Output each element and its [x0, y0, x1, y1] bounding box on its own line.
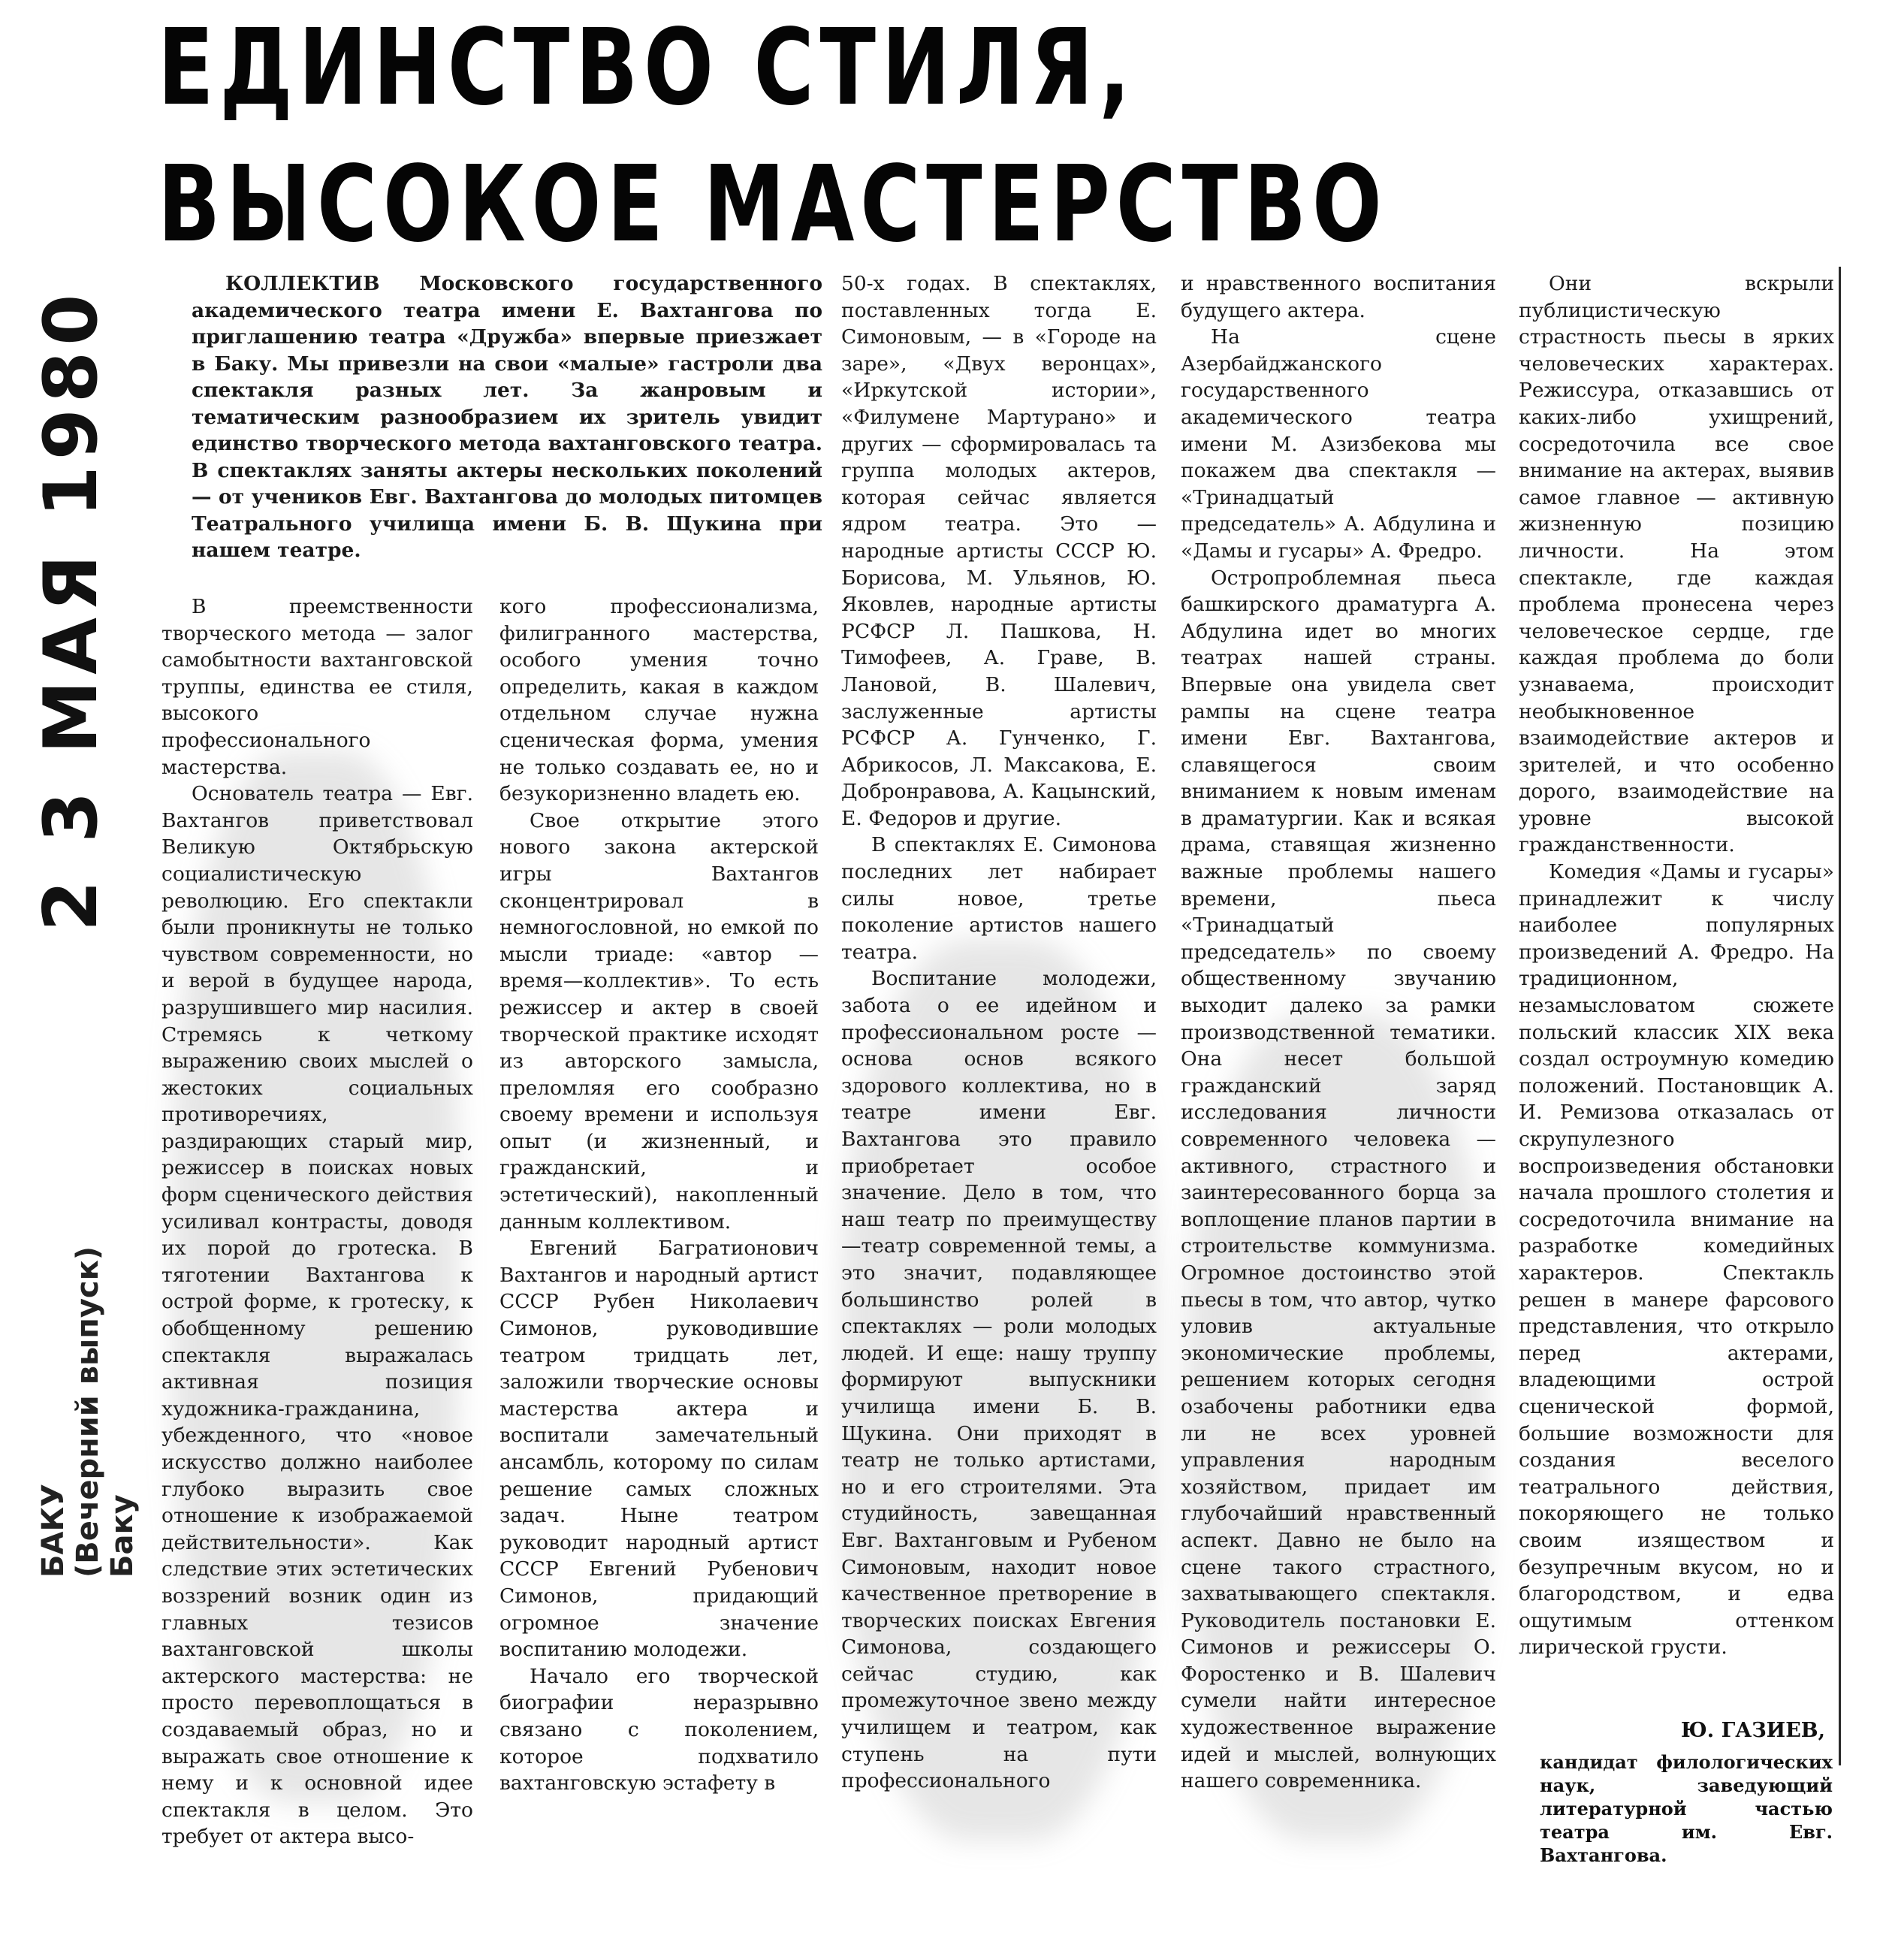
column-4 [1181, 270, 1496, 1916]
paragraph: Остропроблемная пьеса башкирского драматурга А. Абдулина идет во многих театрах нашей страны. Впервые она увидела свет рампы на сцене театра имени Евг. Вахтангова, славящегося своим вниманием к новым именам в драматургии. Как и всякая драма, ставящая жизненно важные проблемы нашего времени, пьеса «Тринадцатый председатель» по своему общественному звучанию выходит далеко за рамки производственной тематики. Она несет большой гражданский заряд исследования личности современного человека — активного, страстного и заинтересованного борца за воплощение планов партии в строительстве коммунизма. Огромное достоинство этой пьесы в том, что автор, чутко уловив актуальные экономические проблемы, решением которых сегодня озабочены работники едва ли не всех уровней управления народным хозяйством, придает им глубочайший нравственный аспект. Давно не было на сцене такого страстного, захватывающего спектакля. Руководитель постановки Е. Симонов и режиссеры О. Форостенко и В. Шалевич сумели найти интересное художественное выражение идей и мыслей, волнующих нашего современника. [1181, 566, 1496, 1793]
paragraph: Свое открытие этого нового закона актерской игры Вахтангов сконцентрировал в немногословной, но емкой по мысли триаде: «автор — время—коллектив». То есть режиссер и актер в своей творческой практике исходят из авторского замысла, преломляя его сообразно своему времени и используя опыт (и жизненный, и гражданский, и эстетический), накопленный данным коллективом. [499, 808, 819, 1234]
column-1 [161, 593, 473, 1916]
paragraph: Евгений Багратионович Вахтангов и народный артист СССР Рубен Николаевич Симонов, руководившие театром тридцать лет, заложили творческие основы мастерства актера и воспитали замечательный ансамбль, которому по силам решение самых сложных задач. Ныне театром руководит народный артист СССР Евгений Рубенович Симонов, придающий огромное значение воспитанию молодежи. [499, 1237, 819, 1662]
paragraph: В спектаклях Е. Симонова последних лет набирает силы новое, третье поколение артистов нашего театра. [841, 833, 1157, 964]
paragraph: В преемственности творческого метода — залог самобытности вахтанговской труппы, единства ее стиля, высокого профессионального мастерства. [161, 595, 473, 779]
paragraph: Начало его творческой биографии неразрывно связано с поколением, которое подхватило вахтанговскую эстафету в [499, 1664, 819, 1795]
paragraph: Они вскрыли публицистическую страстность пьесы в ярких человеческих характерах. Режиссура, отказавшись от каких-либо ухищрений, сосредоточила все свое внимание на актерах, выявив самое главное — активную жизненную позицию личности. На этом спектакле, где каждая проблема пронесена через человеческое сердце, где каждая проблема до боли узнаваема, происходит необыкновенное взаимодействие актеров и зрителей, и что особенно дорого, взаимодействие на уровне высокой гражданственности. [1519, 272, 1834, 857]
column-divider [1839, 267, 1841, 1765]
paragraph: На сцене Азербайджанского государственного академического театра имени М. Азизбекова мы покажем два спектакля — «Тринадцатый председатель» А. Абдулина и «Дамы и гусары» А. Фредро. [1181, 325, 1496, 563]
paragraph: и нравственного воспитания будущего актера. [1181, 272, 1496, 322]
source-city: БАКУ [36, 1484, 71, 1578]
date-stamp: 2 3 МАЯ 1980 [29, 288, 114, 932]
source-edition: (Вечерний выпуск) [71, 1246, 105, 1578]
paragraph: Воспитание молодежи, забота о ее идейном и профессиональном росте — основа основ всякого здорового коллектива, но в театре имени Евг. Вахтангова это правило приобретает особое значение. Дело в том, что наш театр по преимуществу—театр современной темы, а это значит, подавляющее большинство ролей в спектаклях — роли молодых людей. И еще: нашу труппу формируют выпускники училища имени Б. В. Щукина. Они приходят в театр не только артистами, но и его строителями. Эта студийность, завещанная Евг. Вахтанговым и Рубеном Симоновым, находит новое качественное претворение в творческих поисках Евгения Симонова, создающего сейчас студию, как промежуточное звено между училищем и театром, как ступень на пути профессионального [841, 967, 1157, 1793]
headline-line-1: ЕДИНСТВО СТИЛЯ, [158, 7, 1136, 129]
headline-line-2: ВЫСОКОЕ МАСТЕРСТВО [158, 143, 1388, 266]
article-lead: КОЛЛЕКТИВ Московского государственного академического театра имени Е. Вахтангова по приглашению театра «Дружба» впервые приезжает в Баку. Мы привезли на свои «малые» гастроли два спектакля разных лет. За жанровым и тематическим разнообразием их зритель увидит единство творческого метода вахтанговского театра. В спектаклях заняты актеры нескольких поколений — от учеников Евг. Вахтангова до молодых питомцев Театрального училища имени Б. В. Щукина при нашем театре. [192, 272, 822, 562]
paragraph: кого профессионализма, филигранного мастерства, особого умения точно определить, какая в каждом отдельном случае нужна сценическая форма, умения не только создавать ее, но и безукоризненно владеть ею. [499, 595, 819, 806]
column-3 [841, 270, 1157, 1916]
paragraph: Основатель театра — Евг. Вахтангов приветствовал Великую Октябрьскую социалистическую революцию. Его спектакли были проникнуты не только чувством современности, но и верой в будущее народа, разрушившего мир насилия. Стремясь к четкому выражению своих мыслей о жестоких социальных противоречиях, раздирающих старый мир, режиссер в поисках новых форм сценического действия усиливал контрасты, доводя их порой до гротеска. В тяготении Вахтангова к острой форме, к гротеску, к обобщенному решению спектакля выражалась активная позиция художника-гражданина, убежденного, что «новое искусство должно наиболее глубоко выразить свое отношение к изображаемой действительности». Как следствие этих эстетических воззрений возник один из главных тезисов вахтанговской школы актерского мастерства: не просто перевоплощаться в создаваемый образ, но и выражать свое отношение к нему и к основной идее спектакля в целом. Это требует от актера высо- [161, 782, 473, 1849]
author-name: Ю. ГАЗИЕВ, [1681, 1719, 1825, 1742]
article-headline [158, 0, 1388, 273]
paragraph: Комедия «Дамы и гусары» принадлежит к числу наиболее популярных произведений А. Фредро. На традиционном, незамысловатом сюжете польский классик XIX века создал остроумную комедию положений. Постановщик А. И. Ремизова отказалась от скрупулезного воспроизведения обстановки начала прошлого столетия и сосредоточила внимание на разработке комедийных характеров. Спектакль решен в манере фарсового представления, что открыло перед актерами, владеющими острой сценической формой, большие возможности для создания веселого театрального действия, покоряющего не только своим изяществом и безупречным вкусом, но и благородством, и едва ощутимым оттенком лирической грусти. [1519, 860, 1834, 1660]
paragraph: 50-х годах. В спектаклях, поставленных тогда Е. Симоновым, — в «Городе на заре», «Двух веронцах», «Иркутской истории», «Филумене Мартурано» и других — сформировалась та группа молодых актеров, которая сейчас является ядром театра. Это — народные артисты СССР Ю. Борисова, М. Ульянов, Ю. Яковлев, народные артисты РСФСР Л. Пашкова, Н. Тимофеев, А. Граве, В. Лановой, В. Шалевич, заслуженные артисты РСФСР А. Гунченко, Г. Абрикосов, Л. Максакова, Е. Добронравова, А. Кацынский, Е. Федоров и другие. [841, 272, 1157, 830]
column-2 [499, 593, 819, 1916]
source-place: Баку [105, 1494, 140, 1578]
author-title: кандидат филологических наук, заведующий литературной частью театра им. Евг. Вахтангова. [1540, 1751, 1833, 1866]
column-5 [1519, 270, 1834, 1916]
source-stamp [36, 1052, 140, 1578]
